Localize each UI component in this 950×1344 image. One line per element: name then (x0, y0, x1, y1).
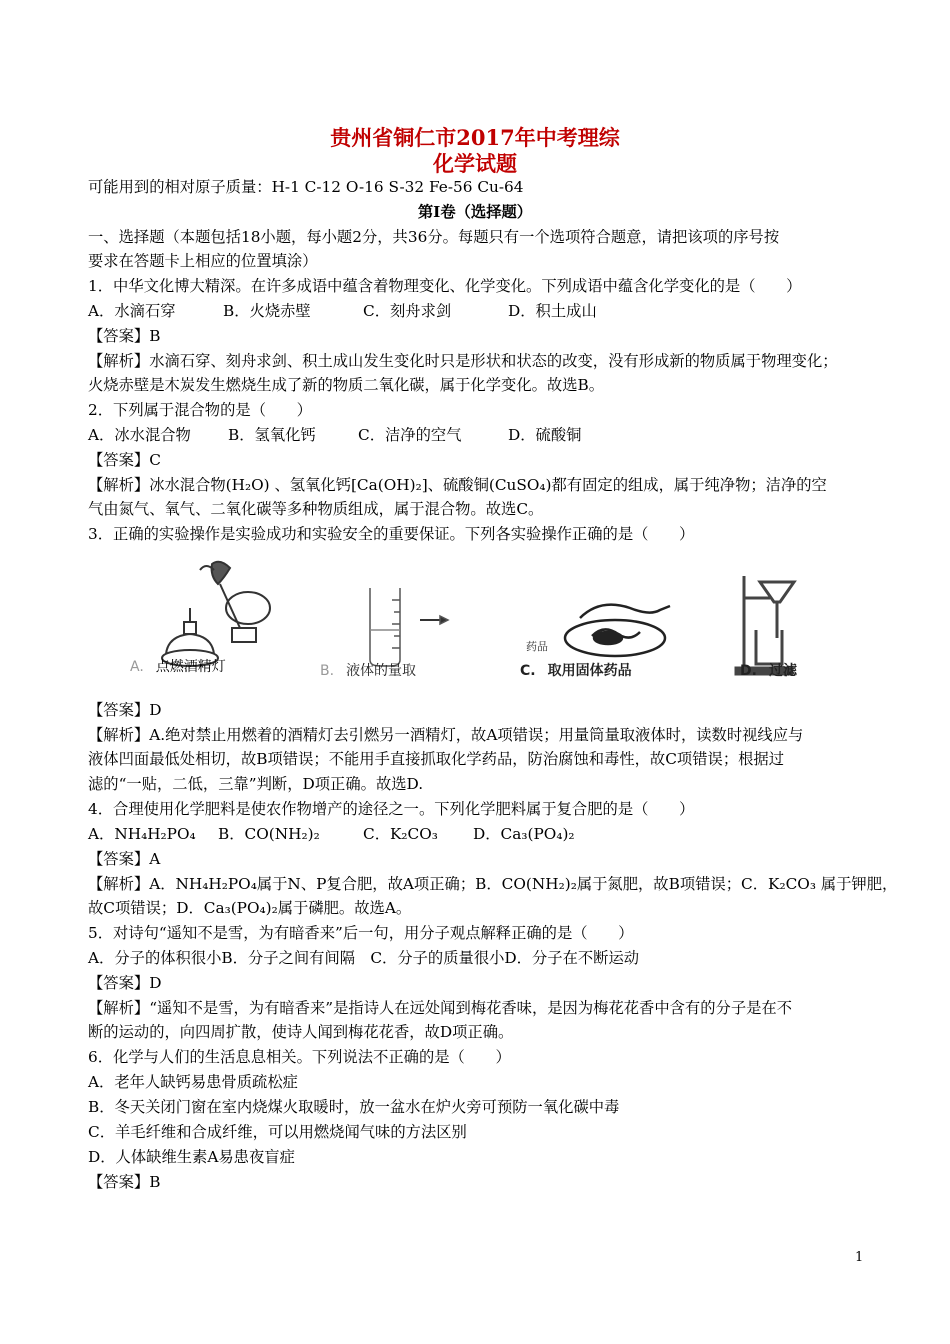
q5-answer: 【答案】D (88, 974, 162, 992)
q6-answer: 【答案】B (88, 1173, 161, 1191)
q3-stem: 3．正确的实验操作是实验成功和实验安全的重要保证。下列各实验操作正确的是（ ） (88, 525, 695, 543)
q2-analysis-2: 气由氮气、氧气、二氧化碳等多种物质组成，属于混合物。故选C。 (88, 500, 544, 518)
q4-option-a: A．NH₄H₂PO₄ (88, 825, 196, 843)
q2-option-b: B．氢氧化钙 (228, 426, 316, 444)
q2-stem: 2．下列属于混合物的是（ ） (88, 401, 312, 419)
q3-answer: 【答案】D (88, 701, 162, 719)
q1-option-d: D．积土成山 (508, 302, 597, 320)
q1-stem: 1．中华文化博大精深。在许多成语中蕴含着物理变化、化学变化。下列成语中蕴含化学变化的是（ ） (88, 277, 802, 295)
q1-analysis-1: 【解析】水滴石穿、刻舟求剑、积土成山发生变化时只是形状和状态的改变，没有形成新的物质属于物理变化； (88, 352, 838, 370)
q3-figures (120, 548, 820, 688)
q1-analysis-2: 火烧赤壁是木炭发生燃烧生成了新的物质二氧化碳，属于化学变化。故选B。 (88, 376, 605, 394)
q4-option-c: C．K₂CO₃ (363, 825, 438, 843)
q4-analysis-1: 【解析】A．NH₄H₂PO₄属于N、P复合肥，故A项正确；B．CO(NH₂)₂属于氮肥，故B项错误；C．K₂CO₃ 属于钾肥， (88, 875, 898, 893)
q1-option-c: C．刻舟求剑 (363, 302, 452, 320)
q4-answer: 【答案】A (88, 850, 161, 868)
document-title: 贵州省铜仁市2017年中考理综 (330, 125, 620, 150)
q5-analysis-1: 【解析】“遥知不是雪，为有暗香来”是指诗人在远处闻到梅花香味，是因为梅花花香中含有的分子是在不 (88, 999, 793, 1017)
document-subtitle: 化学试题 (433, 151, 517, 176)
q2-option-a: A．冰水混合物 (88, 426, 191, 444)
q5-analysis-2: 断的运动的，向四周扩散，使诗人闻到梅花花香，故D项正确。 (88, 1023, 514, 1041)
q6-option-a: A．老年人缺钙易患骨质疏松症 (88, 1073, 298, 1091)
drug-label: 药品 (526, 640, 548, 653)
q1-options (88, 299, 878, 323)
caption-c: C. 取用固体药品 (520, 663, 632, 679)
caption-d: D. 过滤 (740, 663, 797, 679)
q4-stem: 4．合理使用化学肥料是使农作物增产的途径之一。下列化学肥料属于复合肥的是（ ） (88, 800, 695, 818)
page-number: 1 (855, 1250, 864, 1265)
q6-option-d: D．人体缺维生素A易患夜盲症 (88, 1148, 295, 1166)
q4-option-d: D．Ca₃(PO₄)₂ (473, 825, 575, 843)
q2-option-d: D．硫酸铜 (508, 426, 582, 444)
q1-answer: 【答案】B (88, 327, 161, 345)
q6-option-c: C．羊毛纤维和合成纤维，可以用燃烧闻气味的方法区别 (88, 1123, 467, 1141)
q5-stem: 5．对诗句“遥知不是雪，为有暗香来”后一句，用分子观点解释正确的是（ ） (88, 924, 634, 942)
q3-analysis-2: 液体凹面最低处相切，故B项错误；不能用手直接抓取化学药品，防治腐蚀和毒性，故C项错误；根据过 (88, 750, 785, 768)
q6-option-b: B．冬天关闭门窗在室内烧煤火取暖时，放一盆水在炉火旁可预防一氧化碳中毒 (88, 1098, 620, 1116)
q3-analysis-1: 【解析】A.绝对禁止用燃着的酒精灯去引燃另一酒精灯，故A项错误；用量筒量取液体时，读数时视线应与 (88, 726, 804, 744)
instructions-line-1: 一、选择题（本题包括18小题，每小题2分，共36分。每题只有一个选项符合题意，请把该项的序号按 (88, 228, 780, 246)
q2-answer: 【答案】C (88, 451, 161, 469)
q2-option-c: C．洁净的空气 (358, 426, 462, 444)
q2-options (88, 423, 878, 447)
q4-options (88, 822, 878, 846)
q6-stem: 6．化学与人们的生活息息相关。下列说法不正确的是（ ） (88, 1048, 511, 1066)
q1-option-a: A．水滴石穿 (88, 302, 176, 320)
q2-analysis-1: 【解析】冰水混合物(H₂O) 、氢氧化钙[Ca(OH)₂]、硫酸铜(CuSO₄)都有固定的组成，属于纯净物；洁净的空 (88, 476, 827, 494)
section-title: 第Ⅰ卷（选择题） (417, 203, 533, 221)
caption-b: B. 液体的量取 (320, 663, 417, 679)
caption-a: A. 点燃酒精灯 (130, 659, 226, 675)
atomic-masses: 可能用到的相对原子质量：H-1 C-12 O-16 S-32 Fe-56 Cu-64 (88, 178, 524, 196)
q4-option-b: B．CO(NH₂)₂ (218, 825, 320, 843)
q3-analysis-3: 滤的“一贴，二低，三靠”判断，D项正确。故选D. (88, 775, 424, 793)
instructions-line-2: 要求在答题卡上相应的位置填涂） (88, 252, 318, 270)
q1-option-b: B．火烧赤壁 (223, 302, 311, 320)
q5-options: A．分子的体积很小B．分子之间有间隔 C．分子的质量很小D．分子在不断运动 (88, 949, 640, 967)
q4-analysis-2: 故C项错误；D．Ca₃(PO₄)₂属于磷肥。故选A。 (88, 899, 412, 917)
